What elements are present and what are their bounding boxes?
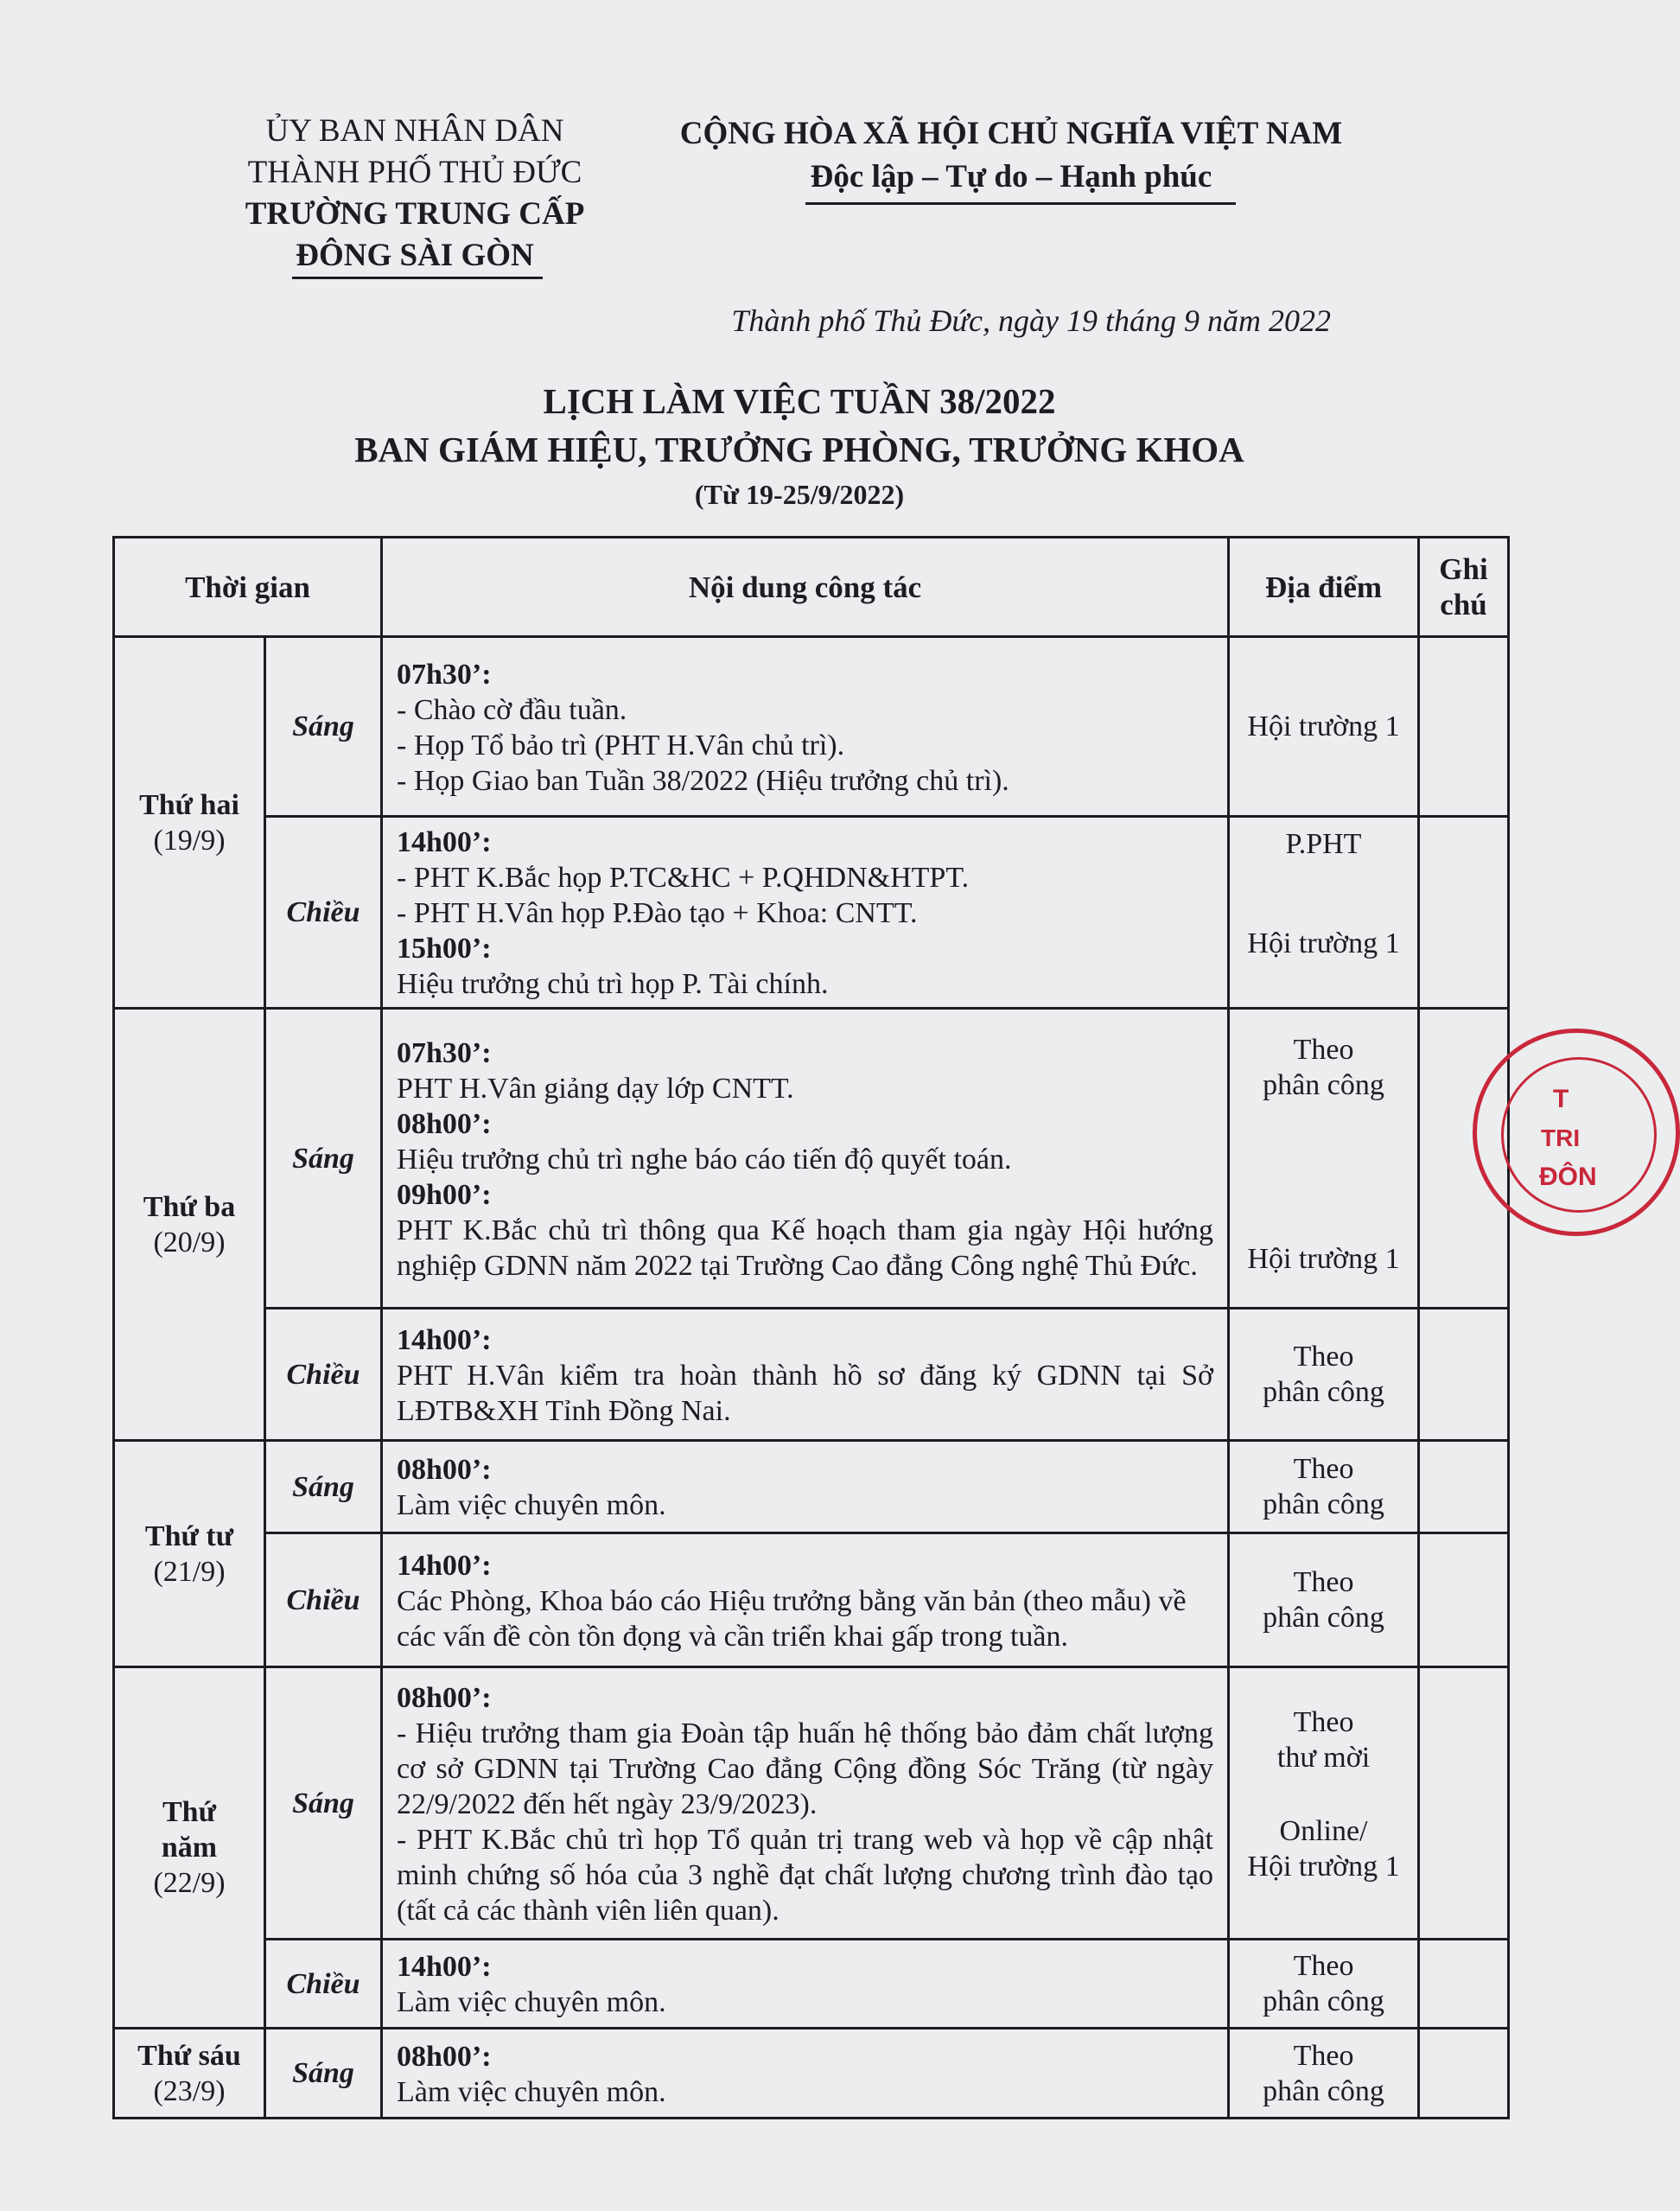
content-line: - PHT H.Vân họp P.Đào tạo + Khoa: CNTT. <box>397 897 918 929</box>
time-label: 08h00’: <box>397 2040 492 2073</box>
left-underline <box>292 277 543 279</box>
place-cell <box>1229 1009 1419 1309</box>
day-name: Thứ ba <box>143 1190 236 1223</box>
place-cell <box>1229 1667 1419 1940</box>
right-underline <box>805 202 1236 205</box>
time-label: 14h00’: <box>397 1549 492 1582</box>
table-row <box>114 1441 1509 1533</box>
content-line: PHT H.Vân kiểm tra hoàn thành hồ sơ đăng ký GDNN tại Sở LĐTB&XH Tỉnh Đồng Nai. <box>397 1359 1214 1427</box>
stamp-text: TRI <box>1541 1125 1581 1151</box>
header-time: Thời gian <box>114 538 382 637</box>
place-text: thư mời <box>1276 1742 1371 1774</box>
place-text: Theo <box>1293 1034 1354 1066</box>
content-line: Hiệu trưởng chủ trì nghe báo cáo tiến độ quyết toán. <box>397 1143 1012 1176</box>
session-label: Chiều <box>265 1940 382 2029</box>
header-left <box>199 111 631 277</box>
place-text: phân công <box>1263 1602 1384 1634</box>
content-line: - Hiệu trưởng tham gia Đoàn tập huấn hệ thống bảo đảm chất lượng cơ sở GDNN tại Trường Cao đẳng Cộng đồng Sóc Trăng (từ ngày 22/9/2022 đến hết ngày 23/9/2023). <box>397 1717 1214 1820</box>
content-line: - Họp Giao ban Tuần 38/2022 (Hiệu trưởng chủ trì). <box>397 764 1009 797</box>
stamp-text: ĐÔN <box>1539 1163 1597 1191</box>
content-cell <box>382 1441 1229 1533</box>
content-cell <box>382 1009 1229 1309</box>
place-cell <box>1229 2029 1419 2119</box>
place-cell <box>1229 637 1419 817</box>
content-line: Làm việc chuyên môn. <box>397 1489 666 1521</box>
place-spacer <box>1235 1775 1412 1813</box>
title-line-1: LỊCH LÀM VIỆC TUẦN 38/2022 <box>543 381 1056 421</box>
place-text: phân công <box>1263 2074 1384 2107</box>
place-text: Theo <box>1293 1950 1354 1982</box>
session-label: Sáng <box>265 2029 382 2119</box>
note-cell <box>1419 817 1509 1009</box>
content-cell <box>382 1940 1229 2029</box>
place-text: phân công <box>1263 1376 1384 1408</box>
table-header-row <box>114 538 1509 637</box>
place-text: phân công <box>1263 1985 1384 2017</box>
place-spacer <box>1235 862 1412 926</box>
place-text: Theo <box>1293 2039 1354 2072</box>
day-cell <box>114 637 265 1009</box>
content-line: PHT K.Bắc chủ trì thông qua Kế hoạch tham gia ngày Hội hướng nghiệp GDNN năm 2022 tại Trường Cao đẳng Công nghệ Thủ Đức. <box>397 1214 1214 1282</box>
place-text: Hội trường 1 <box>1247 927 1400 959</box>
place-text: Hội trường 1 <box>1247 710 1400 742</box>
time-label: 15h00’: <box>397 933 492 965</box>
note-cell <box>1419 1309 1509 1441</box>
day-date: (23/9) <box>153 2074 226 2107</box>
content-cell <box>382 1667 1229 1940</box>
day-name: Thứ hai <box>139 788 239 821</box>
place-cell <box>1229 1309 1419 1441</box>
title-line-2: BAN GIÁM HIỆU, TRƯỞNG PHÒNG, TRƯỞNG KHOA <box>354 430 1244 469</box>
day-date: (19/9) <box>153 824 226 857</box>
place-text: Theo <box>1293 1341 1354 1373</box>
date-line: Thành phố Thủ Đức, ngày 19 tháng 9 năm 2022 <box>731 303 1331 338</box>
time-label: 14h00’: <box>397 1951 492 1983</box>
table-row <box>114 817 1509 1009</box>
content-line: Làm việc chuyên môn. <box>397 1986 666 2018</box>
day-name: Thứ <box>162 1796 216 1828</box>
content-cell <box>382 1309 1229 1441</box>
day-date: (22/9) <box>153 1867 226 1899</box>
day-cell <box>114 2029 265 2119</box>
header-note-l2: chú <box>1440 588 1487 621</box>
day-date: (21/9) <box>153 1555 226 1588</box>
note-cell <box>1419 637 1509 817</box>
note-cell <box>1419 1667 1509 1940</box>
note-cell <box>1419 1533 1509 1667</box>
day-name: Thứ sáu <box>137 2039 241 2072</box>
day-name: Thứ tư <box>144 1520 234 1552</box>
time-label: 08h00’: <box>397 1454 492 1486</box>
place-text: Hội trường 1 <box>1247 1851 1400 1883</box>
agency-line-1: ỦY BAN NHÂN DÂN <box>265 113 564 149</box>
place-cell <box>1229 817 1419 1009</box>
session-label: Sáng <box>265 637 382 817</box>
session-label: Chiều <box>265 1309 382 1441</box>
table-row <box>114 2029 1509 2119</box>
time-label: 07h30’: <box>397 1036 492 1069</box>
title-date-range: (Từ 19-25/9/2022) <box>694 479 905 510</box>
session-label: Chiều <box>265 1533 382 1667</box>
header-right <box>657 112 1365 199</box>
content-line: - Chào cờ đầu tuần. <box>397 693 627 726</box>
place-text: phân công <box>1263 1488 1384 1520</box>
day-date: (20/9) <box>153 1226 226 1258</box>
time-label: 09h00’: <box>397 1178 492 1211</box>
content-line: - Họp Tổ bảo trì (PHT H.Vân chủ trì). <box>397 729 845 761</box>
place-text: Theo <box>1293 1566 1354 1598</box>
session-label: Sáng <box>265 1009 382 1309</box>
content-line: - PHT K.Bắc chủ trì họp Tổ quản trị trang web và họp về cập nhật minh chứng số hóa của 3 nghề đạt chất lượng chương trình đào tạo (tất cả các thành viên liên quan). <box>397 1823 1214 1927</box>
time-label: 08h00’: <box>397 1681 492 1714</box>
table-row <box>114 1533 1509 1667</box>
table-row <box>114 1309 1509 1441</box>
table-row <box>114 1940 1509 2029</box>
time-label: 07h30’: <box>397 658 492 691</box>
place-text: phân công <box>1263 1069 1384 1101</box>
time-label: 08h00’: <box>397 1107 492 1140</box>
place-cell <box>1229 1441 1419 1533</box>
session-label: Chiều <box>265 817 382 1009</box>
note-cell <box>1419 2029 1509 2119</box>
content-cell <box>382 637 1229 817</box>
day-cell <box>114 1441 265 1667</box>
content-line: Hiệu trưởng chủ trì họp P. Tài chính. <box>397 968 829 1000</box>
place-text: P.PHT <box>1285 828 1362 860</box>
session-label: Sáng <box>265 1441 382 1533</box>
official-stamp <box>1473 1029 1680 1236</box>
session-label: Sáng <box>265 1667 382 1940</box>
note-cell <box>1419 1940 1509 2029</box>
schedule-table <box>112 536 1510 2119</box>
place-text: Hội trường 1 <box>1247 1243 1400 1275</box>
place-cell <box>1229 1533 1419 1667</box>
day-cell <box>114 1009 265 1441</box>
header-note-l1: Ghi <box>1439 552 1488 586</box>
stamp-text: T <box>1553 1085 1569 1113</box>
place-text: Theo <box>1293 1706 1354 1738</box>
content-cell <box>382 2029 1229 2119</box>
school-line-2: ĐÔNG SÀI GÒN <box>296 238 534 273</box>
content-line: - PHT K.Bắc họp P.TC&HC + P.QHDN&HTPT. <box>397 862 970 894</box>
document-title <box>112 377 1486 515</box>
table-row <box>114 1009 1509 1309</box>
place-spacer <box>1235 1103 1412 1241</box>
place-text: Online/ <box>1279 1815 1368 1847</box>
place-cell <box>1229 1940 1419 2029</box>
content-line: Các Phòng, Khoa báo cáo Hiệu trưởng bằng văn bản (theo mẫu) về các vấn đề còn tồn đọng và cần triển khai gấp trong tuần. <box>397 1584 1187 1653</box>
table-row <box>114 637 1509 817</box>
header-note <box>1419 538 1509 637</box>
table-row <box>114 1667 1509 1940</box>
national-motto: Độc lập – Tự do – Hạnh phúc <box>810 159 1212 194</box>
day-cell <box>114 1667 265 2029</box>
content-line: Làm việc chuyên môn. <box>397 2075 666 2108</box>
content-cell <box>382 817 1229 1009</box>
day-name: năm <box>161 1832 218 1864</box>
header-place: Địa điểm <box>1229 538 1419 637</box>
content-cell <box>382 1533 1229 1667</box>
agency-line-2: THÀNH PHỐ THỦ ĐỨC <box>247 155 582 190</box>
national-title: CỘNG HÒA XÃ HỘI CHỦ NGHĨA VIỆT NAM <box>679 116 1343 151</box>
time-label: 14h00’: <box>397 1323 492 1356</box>
school-line-1: TRƯỜNG TRUNG CẤP <box>245 196 585 232</box>
header-content: Nội dung công tác <box>382 538 1229 637</box>
place-text: Theo <box>1293 1453 1354 1485</box>
note-cell <box>1419 1441 1509 1533</box>
content-line: PHT H.Vân giảng dạy lớp CNTT. <box>397 1072 794 1105</box>
time-label: 14h00’: <box>397 826 492 858</box>
